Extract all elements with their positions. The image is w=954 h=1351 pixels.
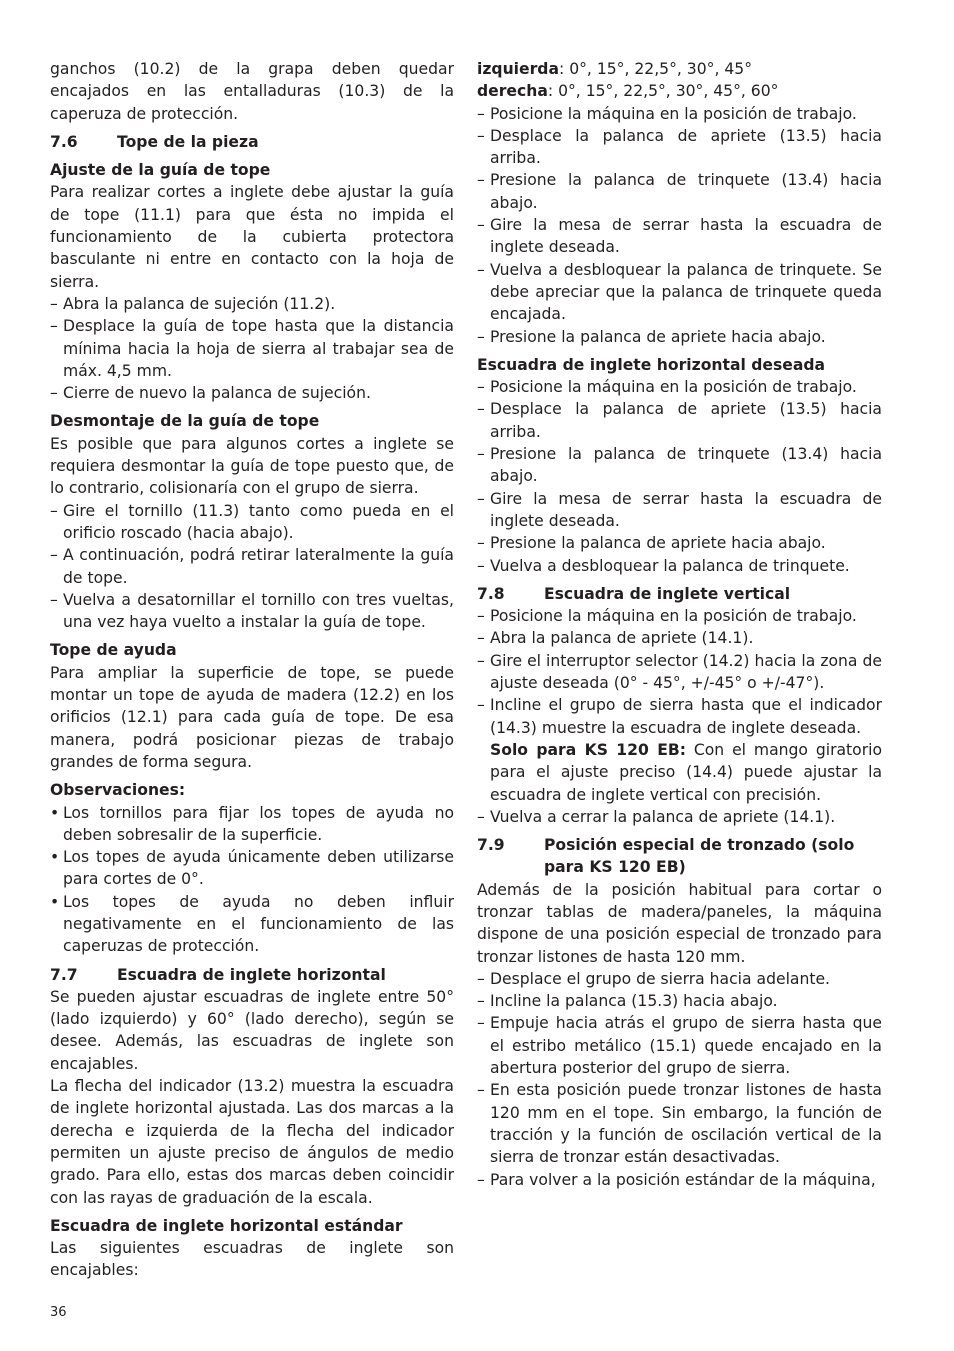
list-item: – Desplace el grupo de sierra hacia adelante. xyxy=(477,968,882,990)
subheading-desmontaje: Desmontaje de la guía de tope xyxy=(50,412,320,431)
subheading-estandar: Escuadra de inglete horizontal estándar xyxy=(50,1216,403,1235)
list-item: – Vuelva a desatornillar el tornillo con tres vueltas, una vez haya vuelto a instalar la guía de tope. xyxy=(50,589,454,634)
section-title: Escuadra de inglete horizontal xyxy=(117,965,386,984)
angles-right-label: derecha xyxy=(477,82,548,101)
angles-left-label: izquierda xyxy=(477,60,559,78)
subheading-deseada: Escuadra de inglete horizontal deseada xyxy=(477,355,826,374)
list-item: – Abra la palanca de sujeción (11.2). xyxy=(50,293,454,315)
list-item: – A continuación, podrá retirar lateralmente la guía de tope. xyxy=(50,544,454,589)
section-title: Posición especial de tronzado (solo para KS 120 EB) xyxy=(544,836,855,877)
list-item: – Gire la mesa de serrar hasta la escuadra de inglete deseada. xyxy=(477,488,882,533)
subheading-observaciones: Observaciones: xyxy=(50,781,186,800)
list-item: – Gire la mesa de serrar hasta la escuadra de inglete deseada. xyxy=(477,214,882,259)
paragraph-ajuste: Para realizar cortes a inglete debe ajustar la guía de tope (11.1) para que ésta no impida el funcionamiento de la cubierta protectora basculante ni entre en contacto con la hoja de sierra. xyxy=(50,183,454,291)
list-item: – Posicione la máquina en la posición de trabajo. xyxy=(477,376,882,398)
list-item: – Gire el tornillo (11.3) tanto como pueda en el orificio roscado (hacia abajo). xyxy=(50,500,454,545)
section-title: Escuadra de inglete vertical xyxy=(544,584,791,603)
list-item: – Incline la palanca (15.3) hacia abajo. xyxy=(477,990,882,1012)
intro-paragraph: ganchos (10.2) de la grapa deben quedar encajados en las entalladuras (10.3) de la caperuza de protección. xyxy=(50,60,454,123)
subheading-tope-ayuda: Tope de ayuda xyxy=(50,641,177,660)
section-heading-7-9 xyxy=(477,834,882,879)
list-observaciones xyxy=(50,802,454,958)
list-estandar xyxy=(477,103,882,348)
paragraph-7-7-a: Se pueden ajustar escuadras de inglete entre 50° (lado izquierdo) y 60° (lado derecho), según se desee. Además, las escuadras de inglete son encajables. xyxy=(50,987,454,1073)
paragraph-estandar: Las siguientes escuadras de inglete son encajables: xyxy=(50,1239,454,1280)
list-item: – Vuelva a cerrar la palanca de apriete (14.1). xyxy=(477,806,882,828)
right-column xyxy=(477,58,882,1191)
angles-left-line xyxy=(477,58,882,80)
angles-right-line xyxy=(477,80,882,102)
list-item: • Los tornillos para fijar los topes de ayuda no deben sobresalir de la superficie. xyxy=(50,802,454,847)
list-item: – Posicione la máquina en la posición de trabajo. xyxy=(477,103,882,125)
section-number: 7.9 xyxy=(477,836,505,855)
list-item: • Los topes de ayuda únicamente deben utilizarse para cortes de 0°. xyxy=(50,846,454,891)
list-item: – En esta posición puede tronzar listones de hasta 120 mm en el tope. Sin embargo, la función de tracción y la función de oscilación vertical de la sierra de tronzar están desactivadas. xyxy=(477,1079,882,1168)
list-item: – Gire el interruptor selector (14.2) hacia la zona de ajuste deseada (0° - 45°, +/-45° o +/-47°). xyxy=(477,650,882,695)
list-item: – Empuje hacia atrás el grupo de sierra hasta que el estribo metálico (15.1) quede encajado en la abertura posterior del grupo de sierra. xyxy=(477,1012,882,1079)
angles-left-values: : 0°, 15°, 22,5°, 30°, 45° xyxy=(558,60,753,78)
solo-ks120-text: Con el mango giratorio para el ajuste preciso (14.4) puede ajustar la escuadra de inglete vertical con precisión. xyxy=(490,740,882,804)
page-number: 36 xyxy=(50,1305,67,1320)
list-item: – Presione la palanca de apriete hacia abajo. xyxy=(477,532,882,554)
section-number: 7.8 xyxy=(477,584,505,603)
section-number: 7.6 xyxy=(50,132,78,151)
angles-right-values: : 0°, 15°, 22,5°, 30°, 45°, 60° xyxy=(547,82,779,101)
list-item: – Posicione la máquina en la posición de trabajo. xyxy=(477,605,882,627)
section-title: Tope de la pieza xyxy=(117,132,259,151)
list-item: – Abra la palanca de apriete (14.1). xyxy=(477,627,882,649)
list-deseada xyxy=(477,376,882,577)
section-heading-7-7 xyxy=(50,964,454,986)
subheading-ajuste: Ajuste de la guía de tope xyxy=(50,161,271,180)
left-column xyxy=(50,58,454,1282)
list-desmontaje xyxy=(50,500,454,634)
list-item: – Para volver a la posición estándar de la máquina, xyxy=(477,1169,882,1191)
paragraph-7-7-b: La flecha del indicador (13.2) muestra la escuadra de inglete horizontal ajustada. Las dos marcas a la derecha e izquierda de la flecha del indicador permiten un ajuste preciso de ángulos de medio grado. Para ello, estas dos marcas deben coincidir con las rayas de graduación de la escala. xyxy=(50,1077,454,1207)
incline-text: Incline el grupo de sierra hasta que el indicador (14.3) muestre la escuadra de inglete deseada. xyxy=(490,696,882,737)
paragraph-desmontaje: Es posible que para algunos cortes a inglete se requiera desmontar la guía de tope puesto que, de lo contrario, colisionaría con el grupo de sierra. xyxy=(50,434,454,498)
list-item: – Presione la palanca de trinquete (13.4) hacia abajo. xyxy=(477,443,882,488)
list-7-8 xyxy=(477,605,882,828)
paragraph-7-9: Además de la posición habitual para cortar o tronzar tablas de madera/paneles, la máquina dispone de una posición especial de tronzado para tronzar listones de hasta 120 mm. xyxy=(477,880,882,966)
section-heading-7-6 xyxy=(50,131,454,153)
list-ajuste xyxy=(50,293,454,404)
list-item-incline xyxy=(477,694,882,805)
list-item: – Cierre de nuevo la palanca de sujeción. xyxy=(50,382,454,404)
list-item: – Presione la palanca de trinquete (13.4) hacia abajo. xyxy=(477,169,882,214)
section-heading-7-8 xyxy=(477,583,882,605)
list-item: – Desplace la palanca de apriete (13.5) hacia arriba. xyxy=(477,125,882,170)
list-item: – Desplace la palanca de apriete (13.5) hacia arriba. xyxy=(477,398,882,443)
list-item: – Desplace la guía de tope hasta que la distancia mínima hacia la hoja de sierra al trabajar sea de máx. 4,5 mm. xyxy=(50,315,454,382)
list-item: • Los topes de ayuda no deben influir negativamente en el funcionamiento de las caperuzas de protección. xyxy=(50,891,454,958)
list-item: – Presione la palanca de apriete hacia abajo. xyxy=(477,326,882,348)
solo-ks120-label: Solo para KS 120 EB: xyxy=(490,740,686,759)
list-item: – Vuelva a desbloquear la palanca de trinquete. Se debe apreciar que la palanca de trinquete queda encajada. xyxy=(477,259,882,326)
list-item: – Vuelva a desbloquear la palanca de trinquete. xyxy=(477,555,882,577)
section-number: 7.7 xyxy=(50,965,78,984)
paragraph-tope-ayuda: Para ampliar la superficie de tope, se puede montar un tope de ayuda de madera (12.2) en los orificios (12.1) para cada guía de tope. De esa manera, podrá posicionar piezas de trabajo grandes de forma segura. xyxy=(50,663,454,771)
list-7-9 xyxy=(477,968,882,1191)
